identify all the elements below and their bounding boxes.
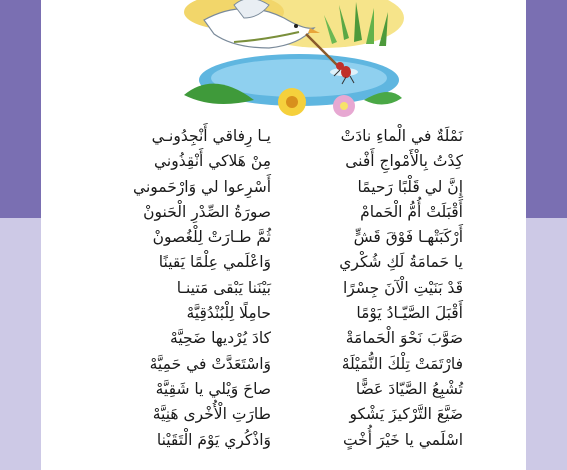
verse-second-hemistich: وَاذْكُري يَوْمَ الْتَقَيْنا [156,430,271,449]
verse-first-hemistich: أَقْبَلَتْ أُمُّ الْحَمامْ [360,202,463,221]
poem-verse [41,200,526,225]
verse-second-hemistich: يـا رِفاقي أَنْجِدُونـي [151,127,271,145]
verse-second-hemistich: حامِلًا لِلْبُنْدُقِيَّهْ [186,304,271,323]
poem-verse [41,124,526,149]
verse-first-hemistich: نَمْلَةٌ في الْماءِ نادَتْ [340,127,463,145]
verse-first-hemistich: فارْتَمَتْ تِلْكَ النُّمَيْلَهْ [341,354,463,373]
verse-first-hemistich: تُشْبِعُ الصَّيّادَ عَضًّا [355,379,463,398]
verse-second-hemistich: كادَ يُرْديها ضَحِيَّهْ [170,329,271,348]
poem-verse [41,149,526,174]
verse-first-hemistich: كِدْتُ بِالْأَمْواجِ أَفْنى [345,152,463,171]
poem-verse [41,402,526,427]
verse-first-hemistich: أَقْبَلَ الصَّيّـادُ يَوْمًا [356,304,463,323]
right-decorative-band [526,0,567,470]
book-page [41,0,526,470]
verse-second-hemistich: بَيْنَنا يَبْقى مَتينـا [176,278,271,297]
poem-verse [41,352,526,377]
poem-verse [41,225,526,250]
poem-verse [41,377,526,402]
dove-ant-illustration [174,0,404,122]
verse-second-hemistich: وَاعْلَمي عِلْمًا يَقينًا [158,253,271,272]
left-band-dark [0,0,41,218]
verse-second-hemistich: طارَتِ الْأُخْرى هَنِيَّهْ [152,405,271,424]
verse-second-hemistich: أَسْرِعوا لي وَارْحَموني [133,177,271,196]
poem-verse [41,326,526,351]
verse-second-hemistich: مِنْ هَلاكي أَنْقِذُوني [154,152,271,171]
right-band-dark [526,0,567,218]
poem-verse [41,276,526,301]
verse-first-hemistich: يا حَمامَةُ لَكِ شُكْري [339,253,463,272]
poem [41,124,526,453]
verse-second-hemistich: وَاسْتَعَدَّتْ في حَمِيَّهْ [149,354,271,373]
verse-first-hemistich: إِنَّ لي قَلْبًا رَحيمًا [357,177,463,196]
verse-first-hemistich: اسْلَمي يا خَيْرَ أُخْتٍ [342,430,463,449]
poem-verse [41,428,526,453]
verse-first-hemistich: صَوَّبَ نَحْوَ الْحَمامَةْ [345,329,463,348]
left-band-light [0,218,41,470]
left-decorative-band [0,0,41,470]
poem-verse [41,175,526,200]
verse-second-hemistich: صاحَ وَيْلي يا شَقِيَّهْ [155,379,271,398]
poem-verse [41,250,526,275]
verse-first-hemistich: ضَيَّعَ التَّرْكيزَ يَشْكو [349,405,463,424]
verse-second-hemistich: صورَةُ الصِّدْرِ الْحَنونْ [143,202,271,221]
verse-first-hemistich: أَرْكَبَتْهـا فَوْقَ قَشٍّ [353,228,463,247]
poem-verse [41,301,526,326]
verse-first-hemistich: قَدْ بَنَيْتِ الْآنَ جِسْرًا [342,278,463,297]
verse-second-hemistich: ثُمَّ طـارَتْ لِلْغُصونْ [152,228,271,247]
right-band-light [526,218,567,470]
